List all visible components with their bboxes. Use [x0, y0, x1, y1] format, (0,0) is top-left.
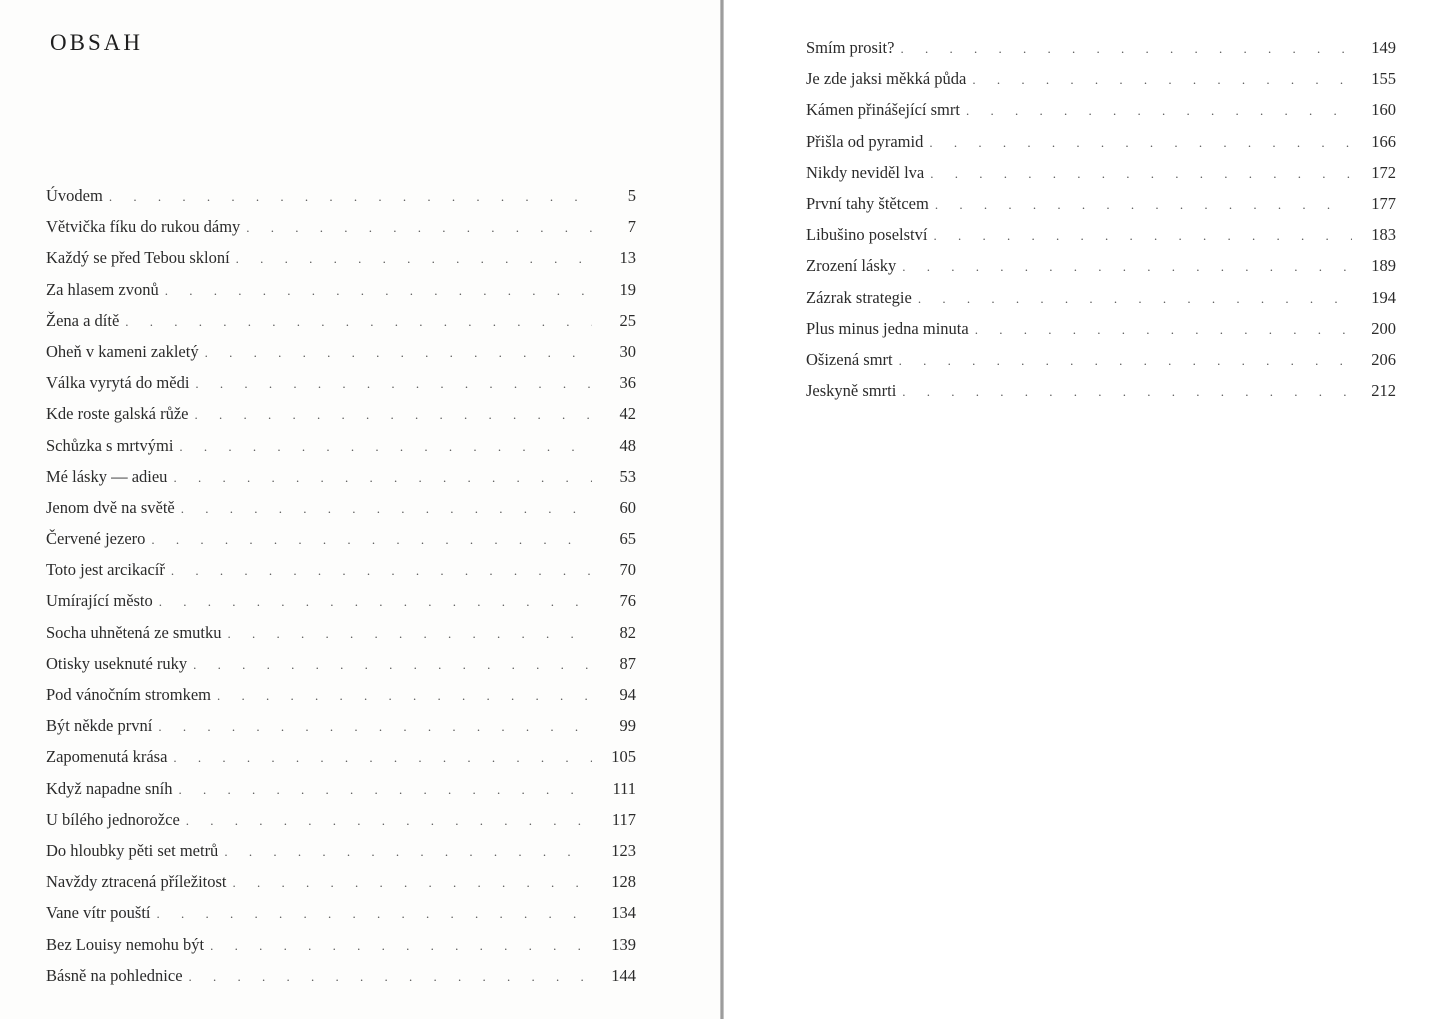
dot-leader — [165, 283, 592, 299]
toc-entry — [46, 342, 636, 373]
toc-entry — [46, 404, 636, 435]
toc-entry-page: 48 — [619, 435, 636, 455]
toc-entry-page: 19 — [619, 279, 636, 299]
toc-entry-page: 123 — [611, 840, 636, 860]
toc-entry-title: Válka vyrytá do mědi — [46, 373, 190, 393]
dot-leader — [246, 220, 592, 236]
toc-entry-title: Když napadne sníh — [46, 778, 173, 798]
toc-entry-page: 60 — [619, 497, 636, 517]
dot-leader — [173, 750, 592, 766]
toc-entry — [46, 591, 636, 622]
toc-entry-title: Plus minus jedna minuta — [806, 318, 969, 338]
toc-entry-page: 99 — [619, 716, 636, 736]
toc-entry-page: 166 — [1371, 131, 1396, 151]
toc-entry — [806, 100, 1396, 131]
toc-entry — [806, 256, 1396, 287]
toc-entry — [46, 654, 636, 685]
dot-leader — [233, 875, 593, 891]
toc-entry-title: Za hlasem zvonů — [46, 279, 159, 299]
toc-entry — [806, 194, 1396, 225]
toc-entry-page: 105 — [611, 747, 636, 767]
toc-entry-title: Ošizená smrt — [806, 349, 893, 369]
toc-entry — [46, 716, 636, 747]
toc-entry — [806, 381, 1396, 412]
toc-entry — [46, 903, 636, 934]
dot-leader — [902, 259, 1352, 275]
toc-list-right — [806, 38, 1396, 412]
toc-entry — [46, 560, 636, 591]
dot-leader — [210, 938, 592, 954]
toc-entry — [46, 685, 636, 716]
toc-entry — [46, 529, 636, 560]
toc-entry — [806, 163, 1396, 194]
dot-leader — [933, 228, 1352, 244]
toc-entry-page: 212 — [1371, 381, 1396, 401]
dot-leader — [158, 719, 592, 735]
toc-entry-title: První tahy štětcem — [806, 193, 929, 213]
toc-entry — [46, 280, 636, 311]
dot-leader — [181, 501, 592, 517]
toc-entry — [806, 38, 1396, 69]
dot-leader — [151, 532, 592, 548]
toc-entry — [806, 350, 1396, 381]
dot-leader — [159, 594, 592, 610]
toc-entry-title: Kámen přinášející smrt — [806, 100, 960, 120]
toc-entry-title: Žena a dítě — [46, 310, 120, 330]
toc-entry — [46, 810, 636, 841]
dot-leader — [902, 384, 1352, 400]
dot-leader — [193, 657, 592, 673]
toc-entry — [806, 319, 1396, 350]
toc-entry-page: 94 — [619, 685, 636, 704]
toc-entry-title: Vane vítr pouští — [46, 903, 151, 923]
toc-entry-title: Toto jest arcikacíř — [46, 560, 165, 580]
toc-entry-page: 155 — [1371, 69, 1396, 89]
toc-entry-page: 87 — [619, 653, 636, 673]
toc-entry-page: 134 — [611, 903, 636, 923]
toc-entry-title: Zrození lásky — [806, 256, 897, 276]
toc-entry-page: 82 — [619, 622, 636, 642]
dot-leader — [171, 563, 592, 579]
toc-entry-title: Kde roste galská růže — [46, 404, 189, 424]
toc-entry-page: 139 — [611, 934, 636, 954]
toc-entry-title: Otisky useknuté ruky — [46, 653, 188, 673]
toc-entry-title: Navždy ztracená příležitost — [46, 872, 227, 892]
dot-leader — [194, 407, 592, 423]
toc-entry-page: 13 — [619, 248, 636, 268]
toc-entry-title: Úvodem — [46, 186, 103, 205]
toc-entry-page: 183 — [1371, 225, 1396, 245]
dot-leader — [125, 314, 592, 330]
toc-entry-page: 70 — [619, 560, 636, 580]
toc-entry — [46, 779, 636, 810]
toc-entry-title: Být někde první — [46, 716, 153, 736]
toc-entry-page: 53 — [619, 466, 636, 486]
toc-entry-title: Do hloubky pěti set metrů — [46, 840, 219, 860]
toc-entry — [46, 623, 636, 654]
toc-entry-page: 206 — [1371, 349, 1396, 369]
dot-leader — [900, 41, 1352, 57]
toc-entry-title: Nikdy neviděl lva — [806, 162, 925, 182]
toc-entry-page: 65 — [619, 529, 636, 549]
toc-entry — [46, 373, 636, 404]
toc-entry — [46, 498, 636, 529]
toc-entry-page: 25 — [619, 310, 636, 330]
toc-entry-title: Socha uhnětená ze smutku — [46, 622, 222, 642]
toc-entry-title: Pod vánočním stromkem — [46, 685, 211, 704]
toc-entry-title: Mé lásky — adieu — [46, 466, 168, 486]
toc-entry-title: Smím prosit? — [806, 38, 895, 57]
toc-entry-page: 5 — [627, 186, 636, 205]
toc-entry-page: 7 — [627, 217, 636, 237]
toc-entry-title: U bílého jednorožce — [46, 809, 180, 829]
dot-leader — [966, 103, 1352, 119]
toc-entry-title: Jenom dvě na světě — [46, 497, 175, 517]
toc-entry — [46, 467, 636, 498]
toc-entry-title: Schůzka s mrtvými — [46, 435, 174, 455]
toc-entry-page: 42 — [619, 404, 636, 424]
toc-entry-page: 111 — [612, 778, 636, 798]
dot-leader — [179, 439, 592, 455]
dot-leader — [178, 782, 592, 798]
toc-entry-title: Umírající město — [46, 591, 153, 611]
toc-entry-page: 30 — [619, 341, 636, 361]
toc-entry — [46, 747, 636, 778]
toc-entry-title: Libušino poselství — [806, 225, 928, 245]
toc-entry-page: 144 — [611, 965, 636, 985]
dot-leader — [173, 470, 592, 486]
toc-entry — [46, 841, 636, 872]
toc-entry — [46, 966, 636, 997]
toc-entry-page: 172 — [1371, 162, 1396, 182]
toc-entry-page: 149 — [1371, 38, 1396, 57]
toc-entry-title: Je zde jaksi měkká půda — [806, 69, 967, 89]
toc-entry — [46, 248, 636, 279]
dot-leader — [228, 626, 593, 642]
toc-entry-title: Přišla od pyramid — [806, 131, 924, 151]
dot-leader — [975, 322, 1352, 338]
toc-entry-title: Větvička fíku do rukou dámy — [46, 217, 241, 237]
toc-entry-title: Bez Louisy nemohu být — [46, 934, 205, 954]
toc-entry — [806, 132, 1396, 163]
toc-entry — [46, 217, 636, 248]
dot-leader — [918, 291, 1352, 307]
toc-entry-page: 128 — [611, 872, 636, 892]
toc-entry-title: Básně na pohlednice — [46, 965, 183, 985]
dot-leader — [189, 969, 592, 985]
dot-leader — [217, 688, 592, 704]
toc-entry-page: 189 — [1371, 256, 1396, 276]
toc-entry — [46, 935, 636, 966]
toc-entry — [806, 69, 1396, 100]
dot-leader — [929, 135, 1352, 151]
toc-entry-page: 160 — [1371, 100, 1396, 120]
dot-leader — [186, 813, 592, 829]
dot-leader — [899, 353, 1352, 369]
toc-entry-title: Červené jezero — [46, 529, 146, 549]
dot-leader — [972, 72, 1352, 88]
toc-entry-page: 76 — [619, 591, 636, 611]
dot-leader — [224, 844, 592, 860]
dot-leader — [205, 345, 592, 361]
toc-entry-page: 200 — [1371, 318, 1396, 338]
toc-list-left — [46, 186, 636, 997]
toc-entry-title: Jeskyně smrti — [806, 381, 897, 401]
toc-entry — [46, 436, 636, 467]
toc-entry-title: Zapomenutá krása — [46, 747, 168, 767]
toc-entry — [806, 288, 1396, 319]
toc-entry — [46, 311, 636, 342]
dot-leader — [236, 251, 592, 267]
toc-entry-page: 117 — [611, 809, 636, 829]
toc-entry-title: Každý se před Tebou skloní — [46, 248, 230, 268]
toc-entry-title: Oheň v kameni zakletý — [46, 341, 199, 361]
dot-leader — [157, 906, 593, 922]
dot-leader — [935, 197, 1352, 213]
dot-leader — [109, 189, 592, 205]
toc-entry — [46, 186, 636, 217]
dot-leader — [930, 166, 1352, 182]
toc-entry-page: 36 — [619, 373, 636, 393]
contents-heading: OBSAH — [50, 30, 143, 55]
dot-leader — [195, 376, 592, 392]
toc-entry-page: 177 — [1371, 193, 1396, 213]
toc-entry-title: Zázrak strategie — [806, 287, 912, 307]
toc-entry — [46, 872, 636, 903]
toc-entry-page: 194 — [1371, 287, 1396, 307]
toc-entry — [806, 225, 1396, 256]
